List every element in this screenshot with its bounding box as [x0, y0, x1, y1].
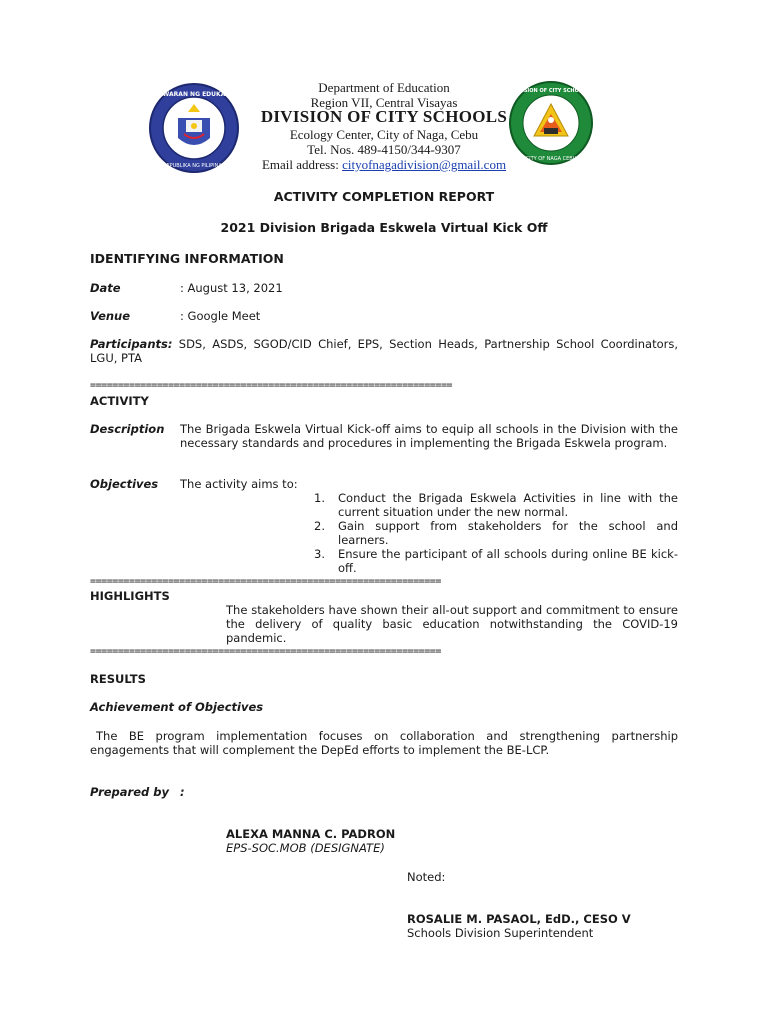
svg-text:DIVISION OF CITY SCHOOLS: DIVISION OF CITY SCHOOLS: [512, 88, 590, 94]
objective-text: Conduct the Brigada Eskwela Activities in line with the current situation under the new normal.: [338, 491, 678, 519]
preparer-title: EPS-SOC.MOB (DESIGNATE): [226, 841, 385, 855]
identifying-heading: IDENTIFYING INFORMATION: [90, 251, 284, 266]
participants-paragraph: [90, 337, 678, 365]
objective-item: [314, 547, 678, 575]
highlights-heading: HIGHLIGHTS: [90, 589, 170, 603]
objective-number: 3.: [314, 547, 325, 561]
preparer-name: ALEXA MANNA C. PADRON: [226, 827, 396, 841]
separator-3: ===============================================================: [90, 646, 441, 657]
description-text: The Brigada Eskwela Virtual Kick-off aims to equip all schools in the Division with the necessary standards and procedures in implementing the Brigada Eskwela program.: [180, 422, 678, 450]
noter-name: ROSALIE M. PASAOL, EdD., CESO V: [407, 912, 631, 926]
date-label: Date: [90, 281, 121, 295]
header-telephone: Tel. Nos. 489-4150/344-9307: [307, 142, 461, 157]
objective-text: Ensure the participant of all schools during online BE kick-off.: [338, 547, 678, 575]
achievement-heading: Achievement of Objectives: [90, 700, 264, 714]
prepared-by-label: Prepared by: [90, 785, 169, 799]
svg-text:REPUBLIKA NG PILIPINAS: REPUBLIKA NG PILIPINAS: [163, 163, 225, 169]
prepared-by-colon: :: [180, 785, 185, 799]
header-division: DIVISION OF CITY SCHOOLS: [260, 107, 508, 126]
objectives-label: Objectives: [90, 477, 159, 491]
noter-title: Schools Division Superintendent: [407, 926, 594, 940]
objective-number: 1.: [314, 491, 325, 505]
header-email-line: [0, 157, 768, 172]
objective-item: [314, 519, 678, 547]
description-label: Description: [90, 422, 165, 436]
results-heading: RESULTS: [90, 672, 146, 686]
header-address: Ecology Center, City of Naga, Cebu: [289, 127, 479, 142]
objectives-intro: The activity aims to:: [180, 477, 298, 491]
activity-heading: ACTIVITY: [90, 394, 149, 408]
objective-item: [314, 491, 678, 519]
objective-number: 2.: [314, 519, 325, 533]
header-region: Region VII, Central Visayas: [310, 95, 458, 110]
venue-value: : Google Meet: [180, 309, 261, 323]
email-link[interactable]: cityofnagadivision@gmail.com: [342, 157, 507, 172]
noted-label: Noted:: [407, 870, 446, 884]
svg-text:CITY OF NAGA CEBU: CITY OF NAGA CEBU: [525, 156, 577, 162]
header-department: Department of Education: [318, 80, 450, 95]
participants-value: SDS, ASDS, SGOD/CID Chief, EPS, Section Heads, Partnership School Coordinators, LGU, PTA: [90, 337, 678, 365]
report-subtitle: 2021 Division Brigada Eskwela Virtual Kick Off: [220, 220, 548, 235]
svg-text:KAGAWARAN NG EDUKASYON: KAGAWARAN NG EDUKASYON: [148, 91, 240, 98]
report-title: ACTIVITY COMPLETION REPORT: [273, 189, 495, 204]
objective-text: Gain support from stakeholders for the school and learners.: [338, 519, 678, 547]
separator-2: ===============================================================: [90, 576, 441, 587]
venue-label: Venue: [90, 309, 131, 323]
participants-label: Participants:: [90, 337, 173, 351]
date-value: : August 13, 2021: [180, 281, 283, 295]
results-text: The BE program implementation focuses on collaboration and strengthening partnership engagements that will complement the DepEd efforts to implement the BE-LCP.: [90, 729, 678, 757]
email-label: Email address:: [261, 157, 343, 172]
highlights-text: The stakeholders have shown their all-out support and commitment to ensure the delivery of quality basic education notwithstanding the COVID-19 pandemic.: [226, 603, 678, 645]
separator-1: =================================================================: [90, 380, 453, 391]
